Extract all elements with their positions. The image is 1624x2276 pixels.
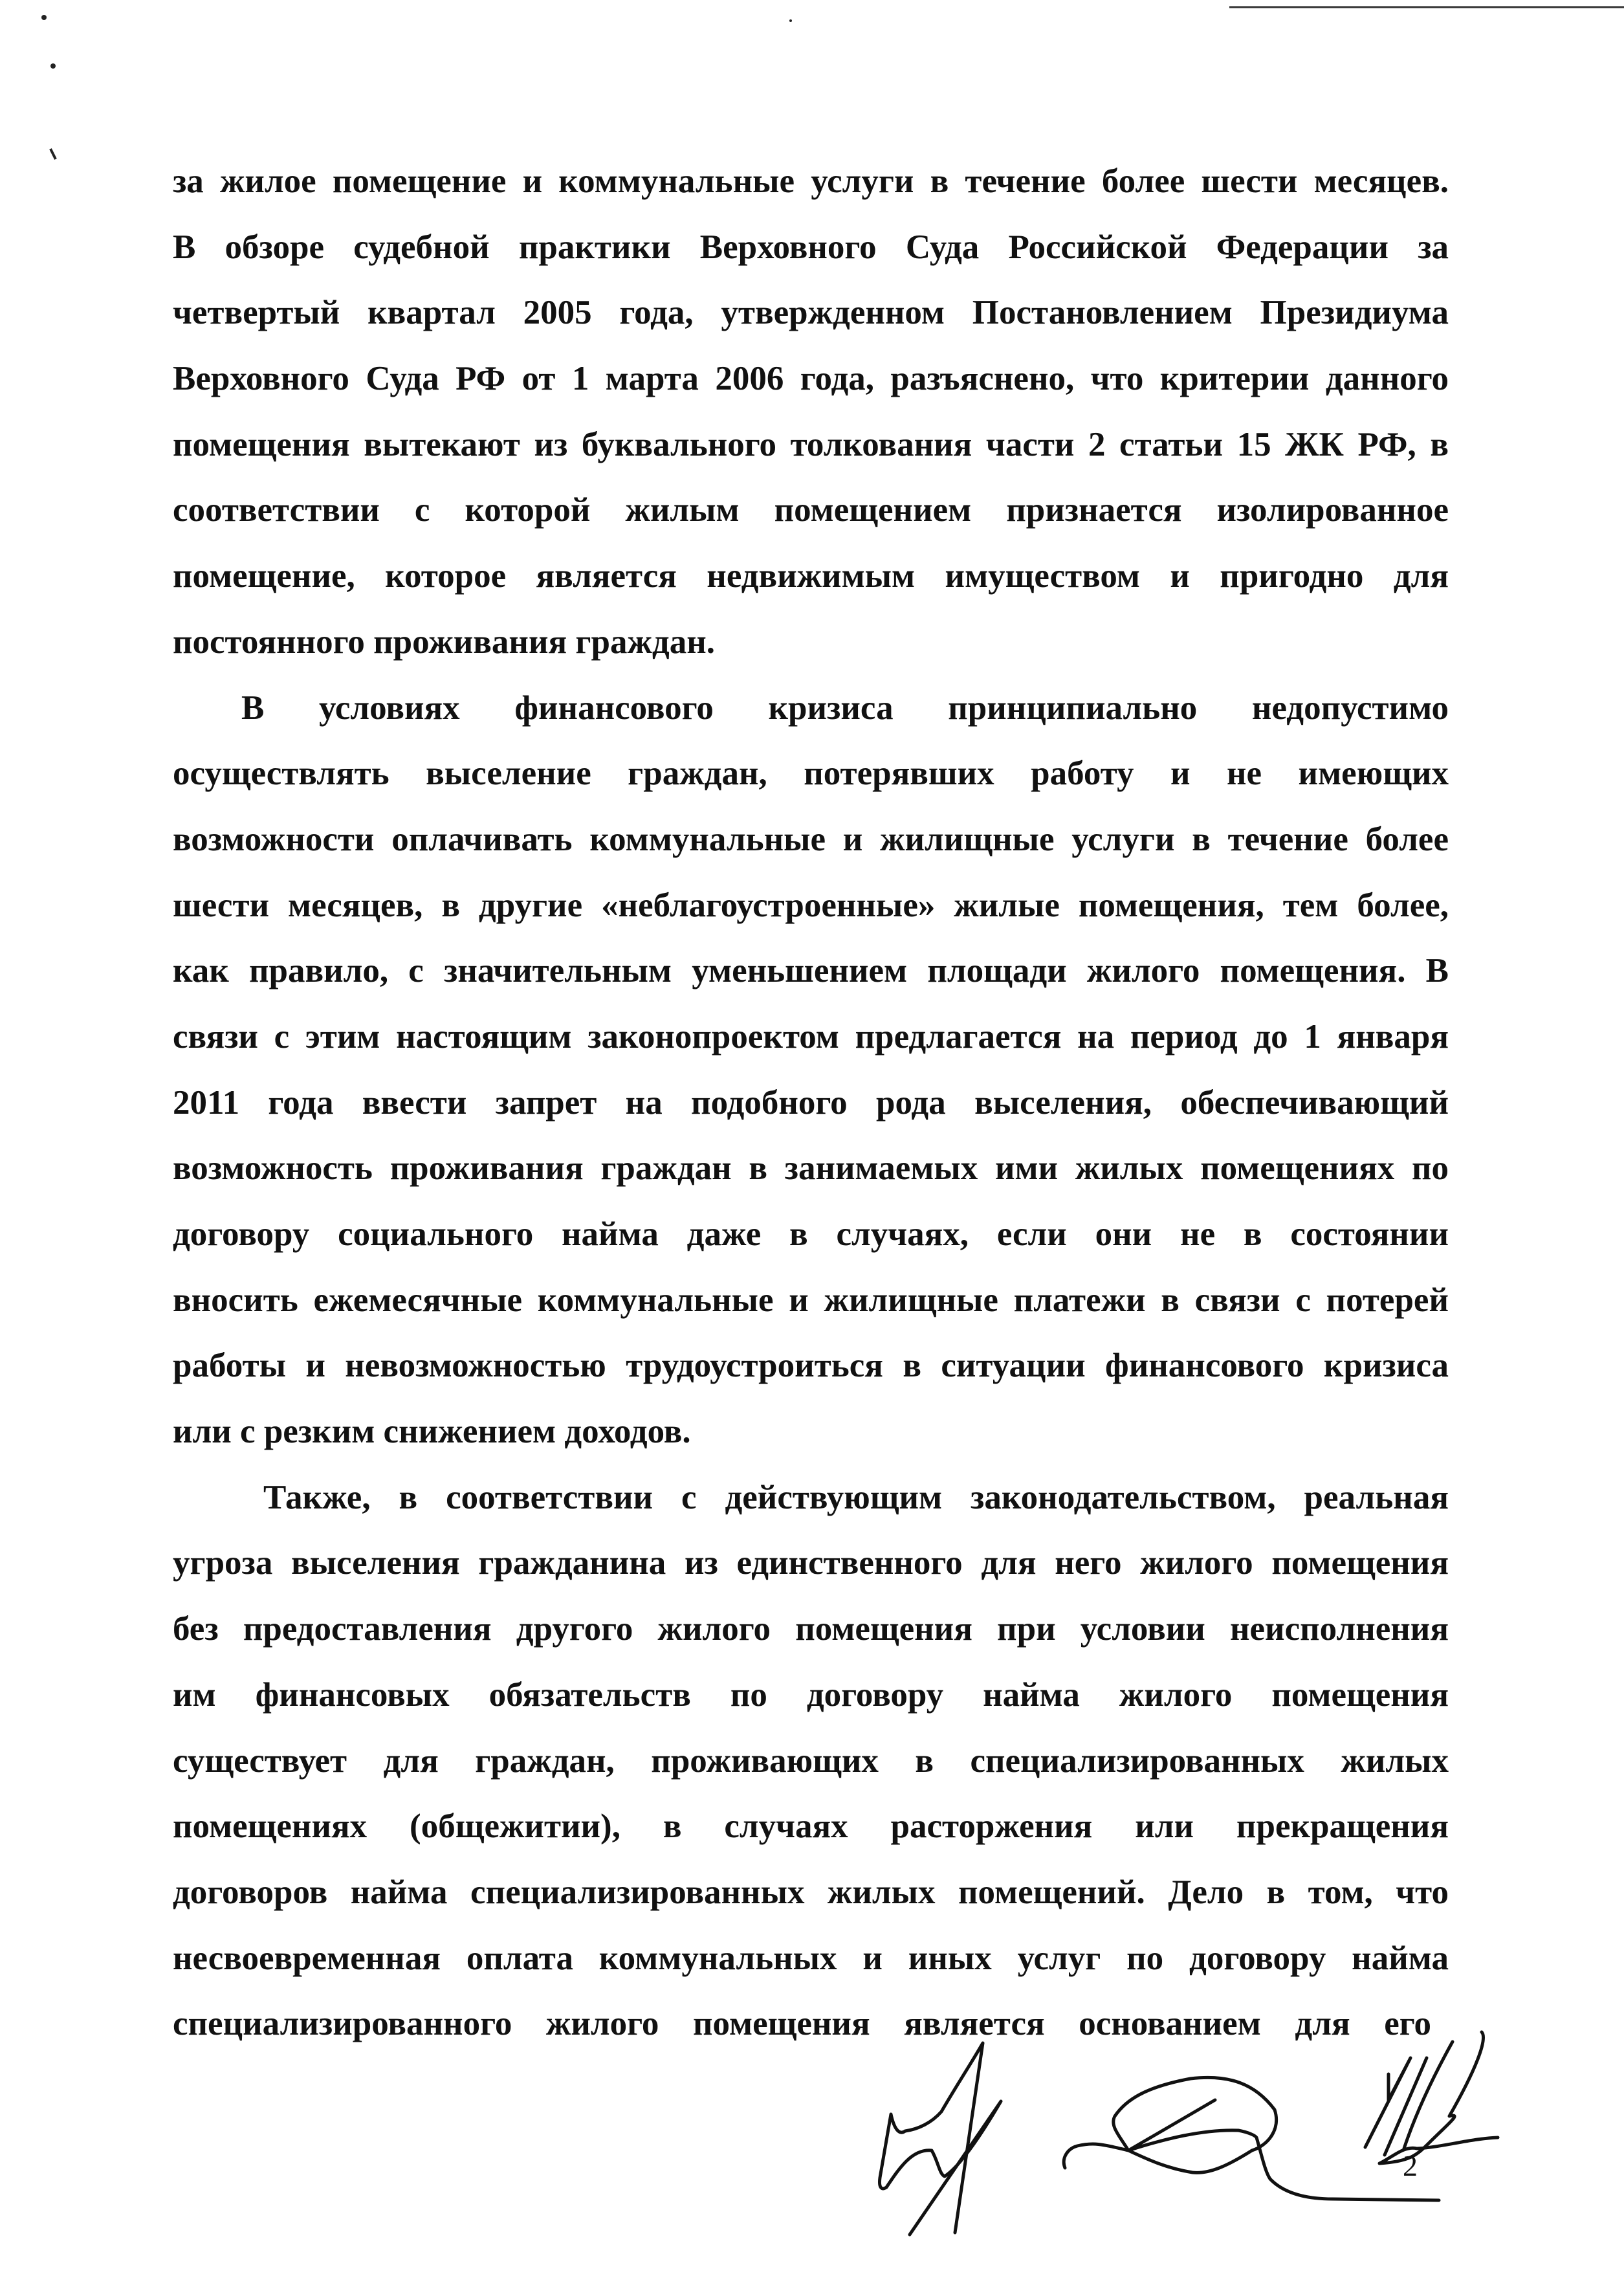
text-line: угроза выселения гражданина из единственного для него жилого помещения: [173, 1544, 1449, 1582]
signature-3: [1365, 2032, 1498, 2163]
text-line: за жилое помещение и коммунальные услуги в течение более шести месяцев.: [173, 162, 1449, 200]
text-line: существует для граждан, проживающих в специализированных жилых: [173, 1741, 1449, 1780]
text-line: или с резким снижением доходов.: [173, 1413, 691, 1451]
text-line: договоров найма специализированных жилых помещений. Дело в том, что: [173, 1873, 1449, 1911]
text-line: вносить ежемесячные коммунальные и жилищные платежи в связи с потерей: [173, 1281, 1449, 1319]
text-line: специализированного жилого помещения является основанием для его: [173, 2005, 1431, 2043]
text-line: шести месяцев, в другие «неблагоустроенные» жилые помещения, тем более,: [173, 886, 1449, 924]
text-line: возможность проживания граждан в занимаемых ими жилых помещениях по: [173, 1149, 1449, 1188]
text-line: им финансовых обязательств по договору найма жилого помещения: [173, 1675, 1449, 1714]
signature-2: [1064, 2077, 1439, 2200]
signature-1: [879, 2043, 1001, 2235]
text-line: В условиях финансового кризиса принципиально недопустимо: [241, 689, 1449, 727]
text-line: соответствии с которой жилым помещением признается изолированное: [173, 491, 1449, 529]
text-line: помещения вытекают из буквального толкования части 2 статьи 15 ЖК РФ, в: [173, 425, 1449, 463]
text-line: договору социального найма даже в случаях, если они не в состоянии: [173, 1215, 1449, 1253]
text-line: помещениях (общежитии), в случаях расторжения или прекращения: [173, 1807, 1449, 1846]
text-line: возможности оплачивать коммунальные и жилищные услуги в течение более: [173, 820, 1449, 858]
text-line: осуществлять выселение граждан, потерявших работу и не имеющих: [173, 755, 1449, 793]
text-line: без предоставления другого жилого помещения при условии неисполнения: [173, 1610, 1449, 1648]
scan-artifacts: [41, 7, 1624, 159]
text-line: Верховного Суда РФ от 1 марта 2006 года, разъяснено, что критерии данного: [173, 360, 1449, 398]
text-line: помещение, которое является недвижимым имуществом и пригодно для: [173, 557, 1449, 595]
text-line: связи с этим настоящим законопроектом предлагается на период до 1 января: [173, 1017, 1449, 1055]
text-line: несвоевременная оплата коммунальных и иных услуг по договору найма: [173, 1939, 1449, 1977]
text-line: В обзоре судебной практики Верховного Суда Российской Федерации за: [173, 228, 1449, 266]
text-line: Также, в соответствии с действующим законодательством, реальная: [263, 1478, 1449, 1516]
text-line: работы и невозможностью трудоустроиться в ситуации финансового кризиса: [173, 1347, 1449, 1385]
text-line: как правило, с значительным уменьшением площади жилого помещения. В: [173, 952, 1449, 990]
text-line: четвертый квартал 2005 года, утвержденном Постановлением Президиума: [173, 294, 1449, 332]
text-line: постоянного проживания граждан.: [173, 623, 715, 661]
text-line: 2011 года ввести запрет на подобного рода выселения, обеспечивающий: [173, 1083, 1449, 1121]
page-number: 2: [1403, 2149, 1418, 2182]
